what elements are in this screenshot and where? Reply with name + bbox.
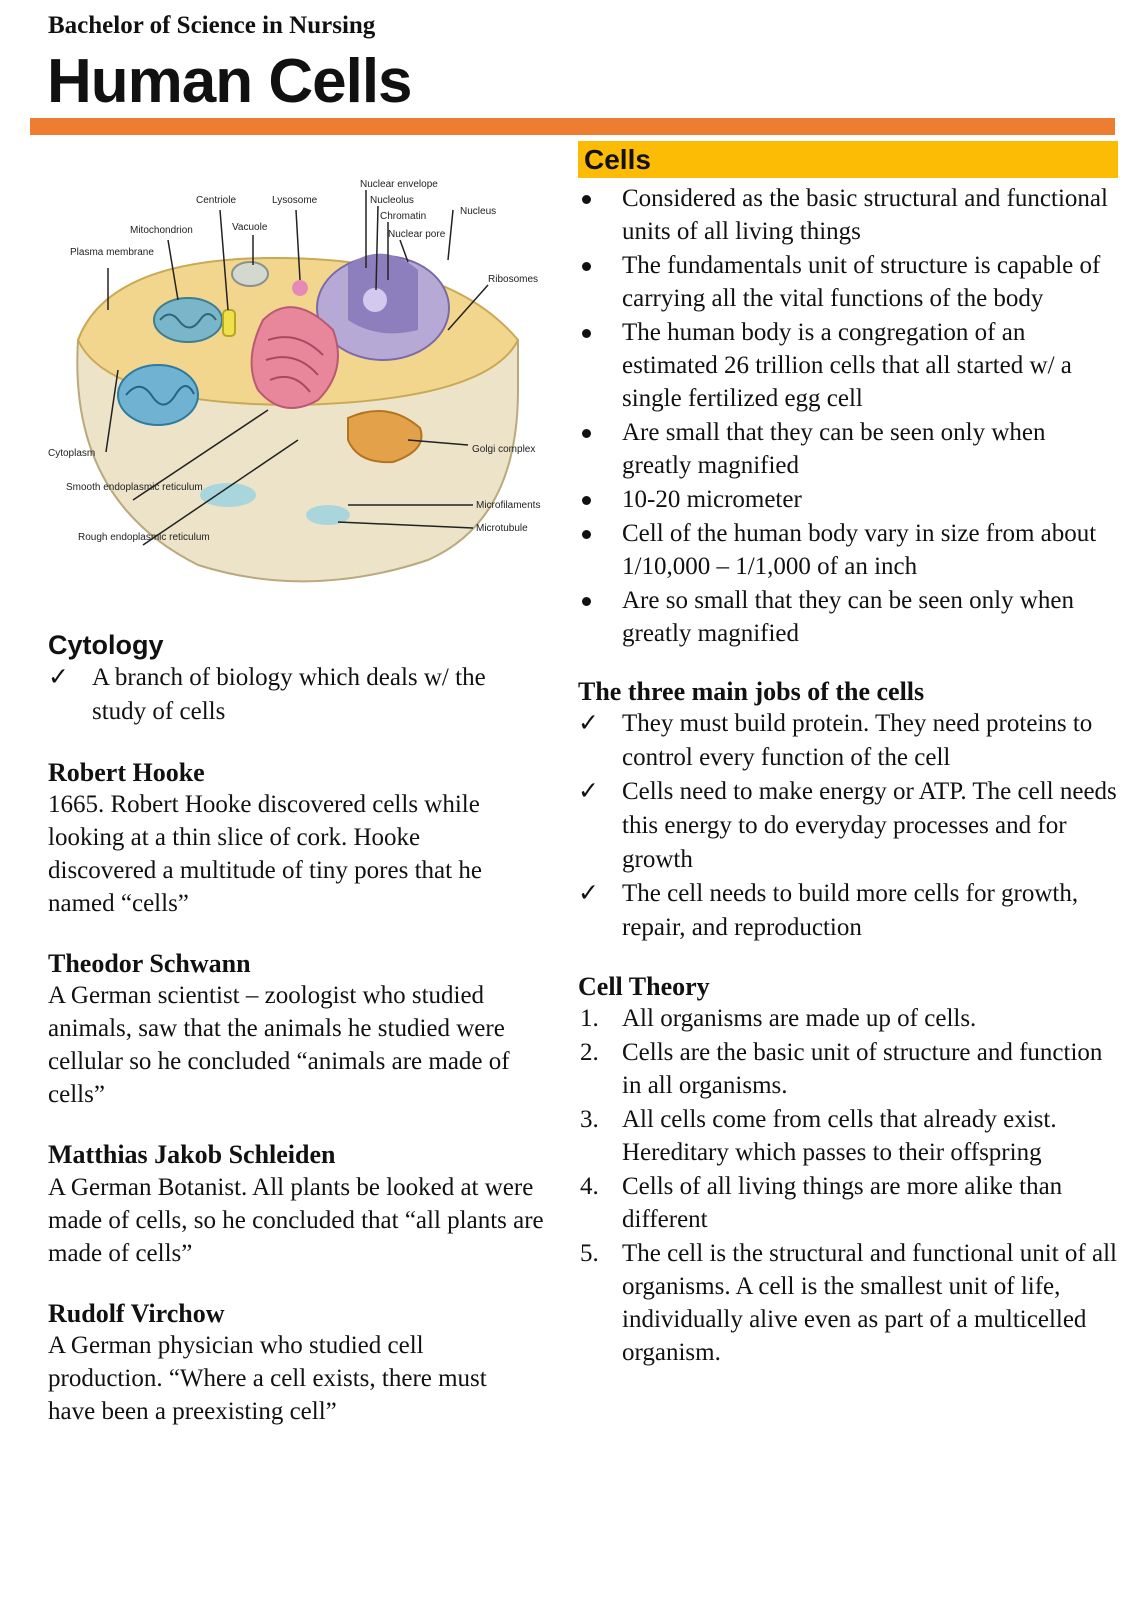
list-item: The human body is a congregation of an estimated 26 trillion cells that all started w/ a single fertilized egg cell <box>578 316 1118 415</box>
scientist-name: Theodor Schwann <box>48 949 251 979</box>
program-subtitle: Bachelor of Science in Nursing <box>48 12 376 39</box>
label-chromatin: Chromatin <box>380 211 427 222</box>
label-microtubule: Microtubule <box>476 523 528 534</box>
jobs-heading: The three main jobs of the cells <box>578 677 925 706</box>
animal-cell-illustration <box>48 170 568 610</box>
label-nuclear-envelope: Nuclear envelope <box>360 179 438 190</box>
cell-theory-section <box>578 971 1118 1369</box>
rough-er-shape <box>252 307 338 408</box>
scientist-hooke <box>48 757 568 920</box>
label-vacuole: Vacuole <box>232 222 268 233</box>
bullet-icon <box>582 329 591 338</box>
lysosome-shape <box>292 280 308 296</box>
bullet-icon <box>582 496 591 505</box>
label-ribosomes: Ribosomes <box>488 274 539 285</box>
list-item: 5. The cell is the structural and functional unit of all organisms. A cell is the smallest unit of life, individually alive even as part of a multicelled organism. <box>580 1240 1117 1367</box>
bullet-icon <box>582 429 591 438</box>
cell-theory-heading: Cell Theory <box>578 972 710 1002</box>
scientist-name: Matthias Jakob Schleiden <box>48 1140 336 1170</box>
cytology-heading: Cytology <box>48 630 164 660</box>
orange-header-rule <box>30 118 1115 135</box>
scientist-description: A German scientist – zoologist who studied animals, saw that the animals he studied were cellular so he concluded “animals are made of cells” <box>48 982 510 1109</box>
list-item: Considered as the basic structural and functional units of all living things <box>578 182 1118 248</box>
list-item: Cell of the human body vary in size from about 1/10,000 – 1/1,000 of an inch <box>578 517 1118 583</box>
cytology-list <box>48 661 518 729</box>
scientist-name: Rudolf Virchow <box>48 1298 225 1328</box>
checkmark-icon: ✓ <box>578 778 599 806</box>
label-microfilaments: Microfilaments <box>476 500 541 511</box>
page-title: Human Cells <box>47 47 412 116</box>
label-golgi-complex: Golgi complex <box>472 444 536 455</box>
scientist-schleiden <box>48 1139 568 1269</box>
list-item: The fundamentals unit of structure is capable of carrying all the vital functions of the body <box>578 249 1118 315</box>
label-nucleus: Nucleus <box>460 206 497 217</box>
scientist-schwann <box>48 948 568 1111</box>
list-item: ✓ A branch of biology which deals w/ the study of cells <box>48 661 518 729</box>
label-mitochondrion: Mitochondrion <box>130 225 193 236</box>
bullet-icon <box>582 262 591 271</box>
scientist-description: A German physician who studied cell production. “Where a cell exists, there must have been a preexisting cell” <box>48 1331 487 1425</box>
left-column <box>48 170 568 1428</box>
cells-bullet-list <box>578 182 1118 650</box>
scientist-description: A German Botanist. All plants be looked at were made of cells, so he concluded that “all plants are made of cells” <box>48 1173 544 1267</box>
centriole-shape <box>223 310 235 336</box>
scientist-description: 1665. Robert Hooke discovered cells while looking at a thin slice of cork. Hooke discovered a multitude of tiny pores that he named “cells” <box>48 791 482 918</box>
right-column <box>578 141 1118 1370</box>
checkmark-icon: ✓ <box>48 664 69 691</box>
checkmark-icon: ✓ <box>578 880 599 908</box>
list-item: 4. Cells of all living things are more alike than different <box>580 1173 1063 1234</box>
list-item: Are so small that they can be seen only when greatly magnified <box>578 584 1118 650</box>
scientist-name: Robert Hooke <box>48 758 205 787</box>
label-plasma-membrane: Plasma membrane <box>70 247 154 258</box>
cells-heading: Cells <box>578 141 1118 178</box>
list-item: 2. Cells are the basic unit of structure and function in all organisms. <box>580 1039 1103 1100</box>
mitochondrion-shape-2 <box>118 365 198 425</box>
list-item: 3. All cells come from cells that already exist. Hereditary which passes to their offspring <box>580 1106 1057 1167</box>
vacuole-shape <box>232 262 268 286</box>
list-item: ✓ Cells need to make energy or ATP. The cell needs this energy to do everyday processes and for growth <box>578 775 1118 877</box>
bullet-icon <box>582 530 591 539</box>
cytology-section <box>48 630 568 729</box>
jobs-list <box>578 707 1118 945</box>
label-nuclear-pore: Nuclear pore <box>388 229 446 240</box>
bullet-icon <box>582 597 591 606</box>
checkmark-icon: ✓ <box>578 710 599 738</box>
label-rough-er: Rough endoplasmic reticulum <box>78 532 210 543</box>
label-cytoplasm: Cytoplasm <box>48 448 96 459</box>
list-item: ✓ They must build protein. They need proteins to control every function of the cell <box>578 707 1118 775</box>
label-nucleolus: Nucleolus <box>370 195 414 206</box>
label-lysosome: Lysosome <box>272 195 318 206</box>
list-item: 10-20 micrometer <box>578 483 1118 516</box>
label-smooth-er: Smooth endoplasmic reticulum <box>66 482 203 493</box>
nucleolus-shape <box>363 288 387 312</box>
label-centriole: Centriole <box>196 195 237 206</box>
list-item: ✓ The cell needs to build more cells for growth, repair, and reproduction <box>578 877 1118 945</box>
scientist-virchow <box>48 1298 568 1428</box>
cell-theory-list <box>578 1002 1118 1369</box>
jobs-section <box>578 676 1118 945</box>
list-item: Are small that they can be seen only when greatly magnified <box>578 416 1118 482</box>
mitochondrion-shape-1 <box>154 298 222 342</box>
bullet-icon <box>582 195 591 204</box>
cell-diagram <box>48 170 568 610</box>
list-item: 1. All organisms are made up of cells. <box>580 1005 977 1033</box>
